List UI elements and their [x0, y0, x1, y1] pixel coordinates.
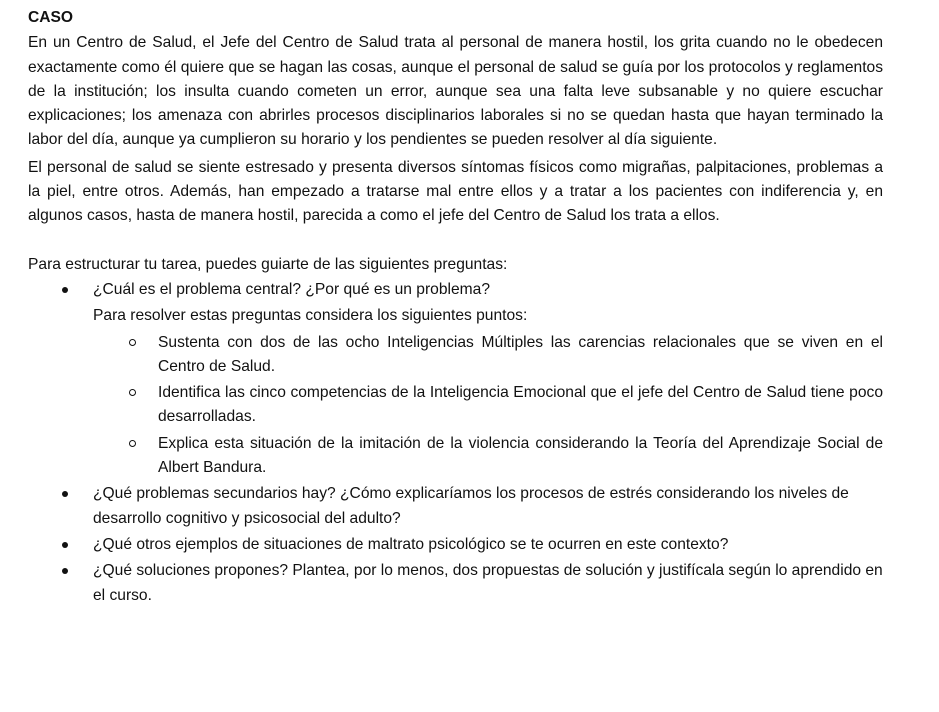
sub-point-item: Identifica las cinco competencias de la Inteligencia Emocional que el jefe del Centro de Salud tiene poco desarrolladas.	[28, 381, 883, 430]
question-item: ¿Qué soluciones propones? Plantea, por lo menos, dos propuestas de solución y justifícala según lo aprendido en el curso.	[28, 559, 883, 608]
question-text: ¿Cuál es el problema central? ¿Por qué es un problema?	[93, 280, 490, 298]
question-list-continued	[28, 482, 883, 607]
document-title: CASO	[28, 9, 74, 26]
sub-point-item: Explica esta situación de la imitación de la violencia considerando la Teoría del Aprendizaje Social de Albert Bandura.	[28, 432, 883, 481]
sub-points-intro: Para resolver estas preguntas considera los siguientes puntos:	[93, 307, 528, 325]
question-item: ¿Qué otros ejemplos de situaciones de maltrato psicológico se te ocurren en este contexto?	[28, 533, 883, 557]
question-item	[28, 278, 883, 329]
question-item: ¿Qué problemas secundarios hay? ¿Cómo explicaríamos los procesos de estrés considerando los niveles de desarrollo cognitivo y psicosocial del adulto?	[28, 482, 883, 531]
sub-point-item: Sustenta con dos de las ocho Inteligencias Múltiples las carencias relacionales que se viven en el Centro de Salud.	[28, 331, 883, 380]
sub-point-list	[28, 331, 883, 481]
case-paragraph-2: El personal de salud se siente estresado y presenta diversos síntomas físicos como migrañas, palpitaciones, problemas a la piel, entre otros. Además, han empezado a tratarse mal entre ellos y a tratar a los pacientes con indiferencia y, en algunos casos, hasta de manera hostil, parecida a como el jefe del Centro de Salud los trata a ellos.	[28, 158, 883, 225]
questions-intro: Para estructurar tu tarea, puedes guiarte de las siguientes preguntas:	[28, 255, 508, 273]
case-paragraph-1: En un Centro de Salud, el Jefe del Centro de Salud trata al personal de manera hostil, los grita cuando no le obedecen exactamente como él quiere que se hagan las cosas, aunque el personal de salud se guía por los protocolos y reglamentos de la institución; los insulta cuando cometen un error, aunque sea una falta leve subsanable y no quiere escuchar explicaciones; los amenaza con abrirles procesos disciplinarios laborales si no se quedan hasta que hayan terminado la labor del día, aunque ya cumplieron su horario y los pendientes se pueden resolver al día siguiente.	[28, 34, 883, 149]
question-list	[28, 278, 883, 329]
